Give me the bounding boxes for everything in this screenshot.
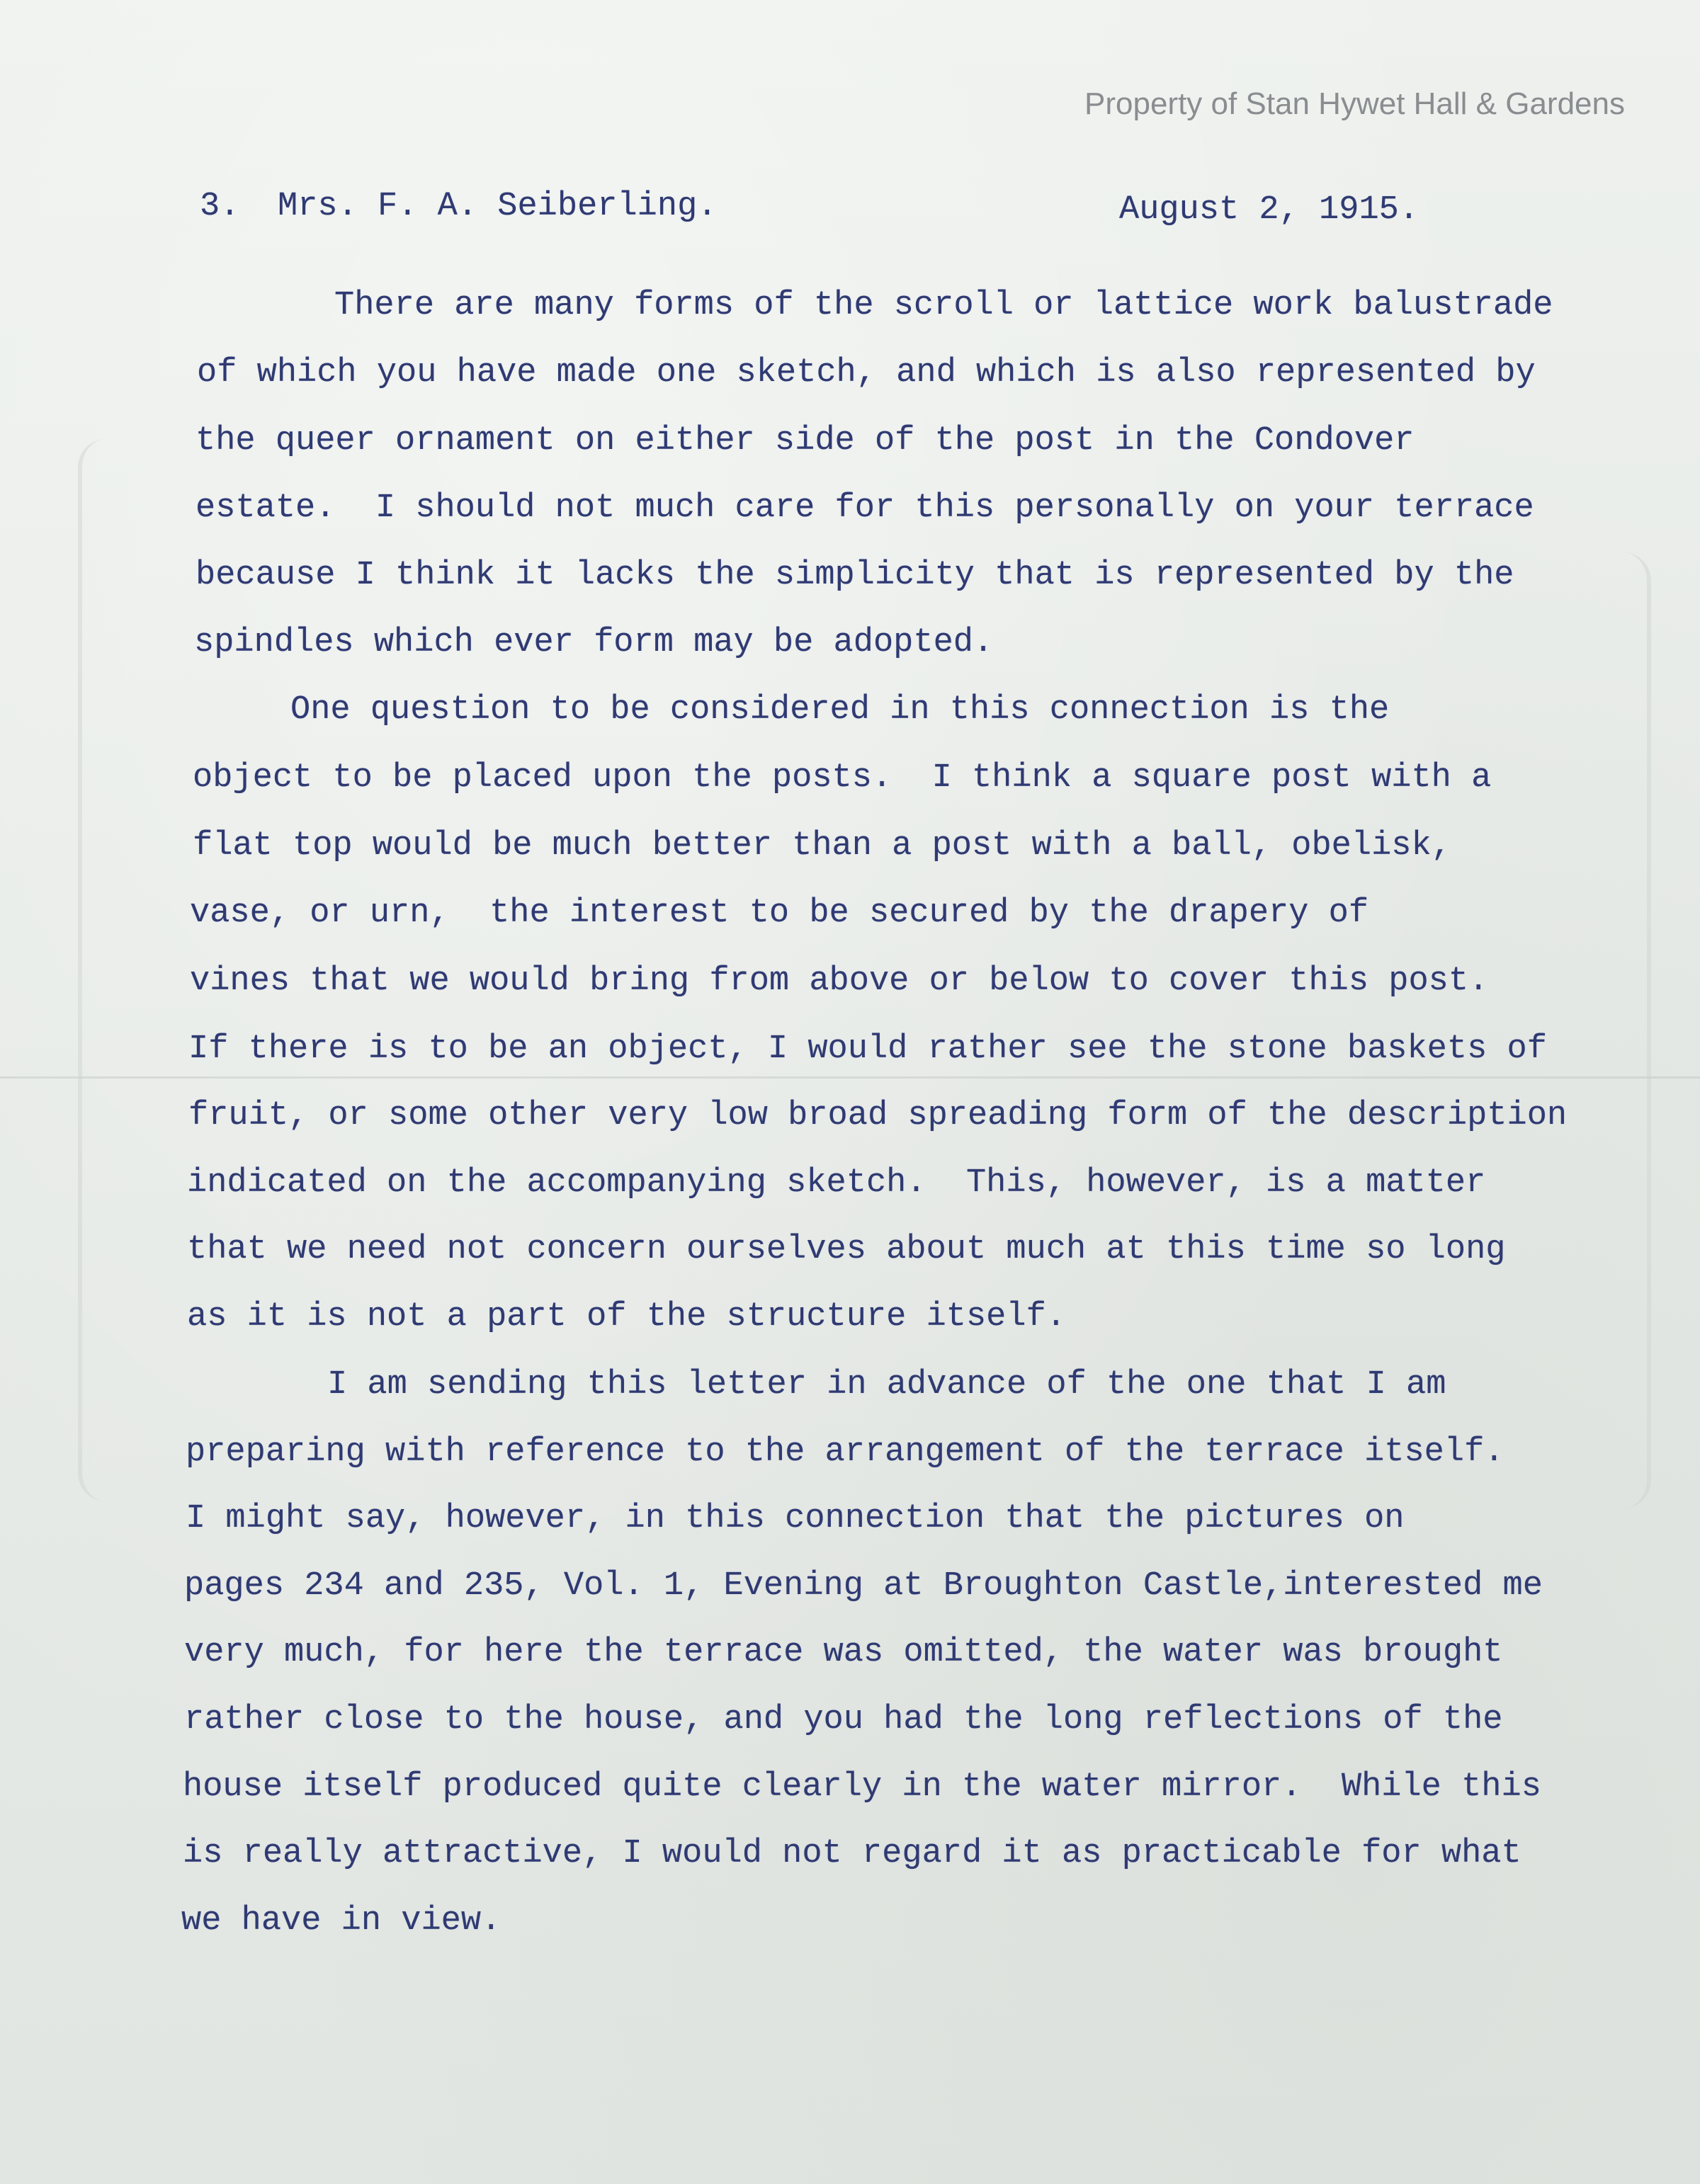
recipient-name: Mrs. F. A. Seiberling. [278,188,718,225]
show-through-mark-right [1562,552,1651,1508]
body-line: fruit, or some other very low broad spreading form of the description [188,1097,1568,1134]
body-line: There are many forms of the scroll or lattice work balustrade [334,287,1553,324]
body-line: vase, or urn, the interest to be secured by the drapery of [190,894,1369,932]
body-line: is really attractive, I would not regard it as practicable for what [183,1835,1522,1872]
body-line: we have in view. [181,1902,502,1940]
body-line: very much, for here the terrace was omitted, the water was brought [184,1634,1503,1671]
body-line: flat top would be much better than a post with a ball, obelisk, [193,827,1451,865]
body-line: If there is to be an object, I would rather see the stone baskets of [188,1030,1547,1068]
body-line: spindles which ever form may be adopted. [194,624,994,661]
body-line: that we need not concern ourselves about much at this time so long [187,1231,1506,1268]
body-line: the queer ornament on either side of the post in the Condover [196,422,1415,460]
body-line: pages 234 and 235, Vol. 1, Evening at Broughton Castle,interested me [184,1567,1543,1605]
body-line: I am sending this letter in advance of the one that I am [327,1366,1446,1404]
body-line: of which you have made one sketch, and which is also represented by [197,354,1536,392]
page-number: 3. [200,188,240,225]
body-line: house itself produced quite clearly in the water mirror. While this [183,1768,1541,1806]
body-line: rather close to the house, and you had the long reflections of the [184,1701,1503,1739]
paper-fold [0,1076,1700,1079]
body-line: because I think it lacks the simplicity that is represented by the [196,557,1514,594]
letter-date: August 2, 1915. [1119,191,1420,229]
show-through-mark-left [78,439,181,1501]
body-line: preparing with reference to the arrangement of the terrace itself. [186,1433,1504,1471]
body-line: estate. I should not much care for this personally on your terrace [196,489,1534,527]
body-line: as it is not a part of the structure itself. [187,1298,1067,1336]
body-line: indicated on the accompanying sketch. This, however, is a matter [187,1164,1486,1202]
body-line: vines that we would bring from above or below to cover this post. [190,962,1489,1000]
body-line: One question to be considered in this connection is the [290,691,1390,729]
body-line: I might say, however, in this connection that the pictures on [186,1500,1405,1537]
ownership-watermark: Property of Stan Hywet Hall & Gardens [1084,86,1625,121]
body-line: object to be placed upon the posts. I think a square post with a [193,759,1492,797]
